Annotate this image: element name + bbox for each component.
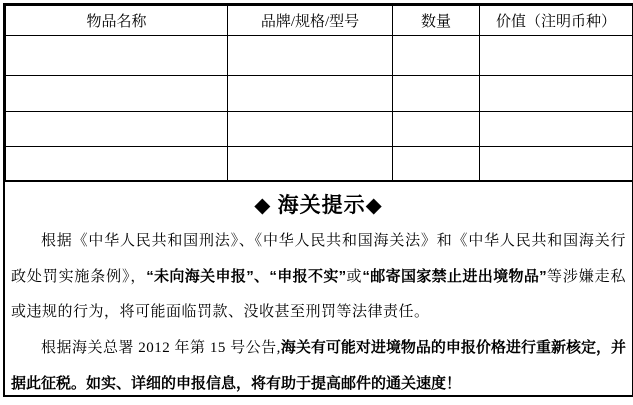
table-row xyxy=(6,76,633,112)
customs-notice-section xyxy=(5,181,632,395)
empty-cell xyxy=(6,76,228,112)
notice-p2-regular-1: 根据海关总署 2012 年第 15 号公告, xyxy=(41,340,281,356)
items-table xyxy=(5,5,633,181)
notice-p1-regular-3: 等涉嫌走私或违规的行为，将可能面临罚款、没收甚至刑罚等法律责任。 xyxy=(11,269,626,320)
empty-cell xyxy=(6,112,228,147)
empty-cell xyxy=(228,112,393,147)
table-header-row xyxy=(6,6,633,36)
table-row xyxy=(6,147,633,181)
empty-cell xyxy=(480,147,633,181)
empty-cell xyxy=(393,76,480,112)
empty-cell xyxy=(393,147,480,181)
notice-p1-bold-2: “邮寄国家禁止进出境物品” xyxy=(362,268,547,285)
declaration-sheet xyxy=(3,3,633,397)
empty-cell xyxy=(228,36,393,76)
notice-p1-regular-2: 或 xyxy=(346,269,363,285)
empty-cell xyxy=(393,112,480,147)
table-row xyxy=(6,36,633,76)
table-row xyxy=(6,112,633,147)
empty-cell xyxy=(228,76,393,112)
column-header-brand-spec: 品牌/规格/型号 xyxy=(228,6,393,36)
empty-cell xyxy=(480,76,633,112)
empty-rows xyxy=(6,36,633,181)
empty-cell xyxy=(228,147,393,181)
empty-cell xyxy=(480,36,633,76)
notice-p1-bold-1: “未向海关申报”、“申报不实” xyxy=(146,268,347,285)
empty-cell xyxy=(393,36,480,76)
notice-paragraph-1 xyxy=(11,224,626,330)
empty-cell xyxy=(6,36,228,76)
column-header-value: 价值（注明币种） xyxy=(480,6,633,36)
notice-paragraph-2 xyxy=(11,330,626,395)
column-header-quantity: 数量 xyxy=(393,6,480,36)
customs-notice-title: ◆ 海关提示◆ xyxy=(254,193,383,217)
notice-p1-regular-1: 根据《中华人民共和国刑法》、《中华人民共和国海关法》和《中华人民共和国海关行政处罚实施条例》， xyxy=(11,233,626,285)
column-header-item-name: 物品名称 xyxy=(6,6,228,36)
notice-p2-bold-1: 海关有可能对进境物品的申报价格进行重新核定，并据此征税。如实、详细的申报信息，将有助于提高邮件的通关速度！ xyxy=(11,339,626,392)
empty-cell xyxy=(6,147,228,181)
empty-cell xyxy=(480,112,633,147)
